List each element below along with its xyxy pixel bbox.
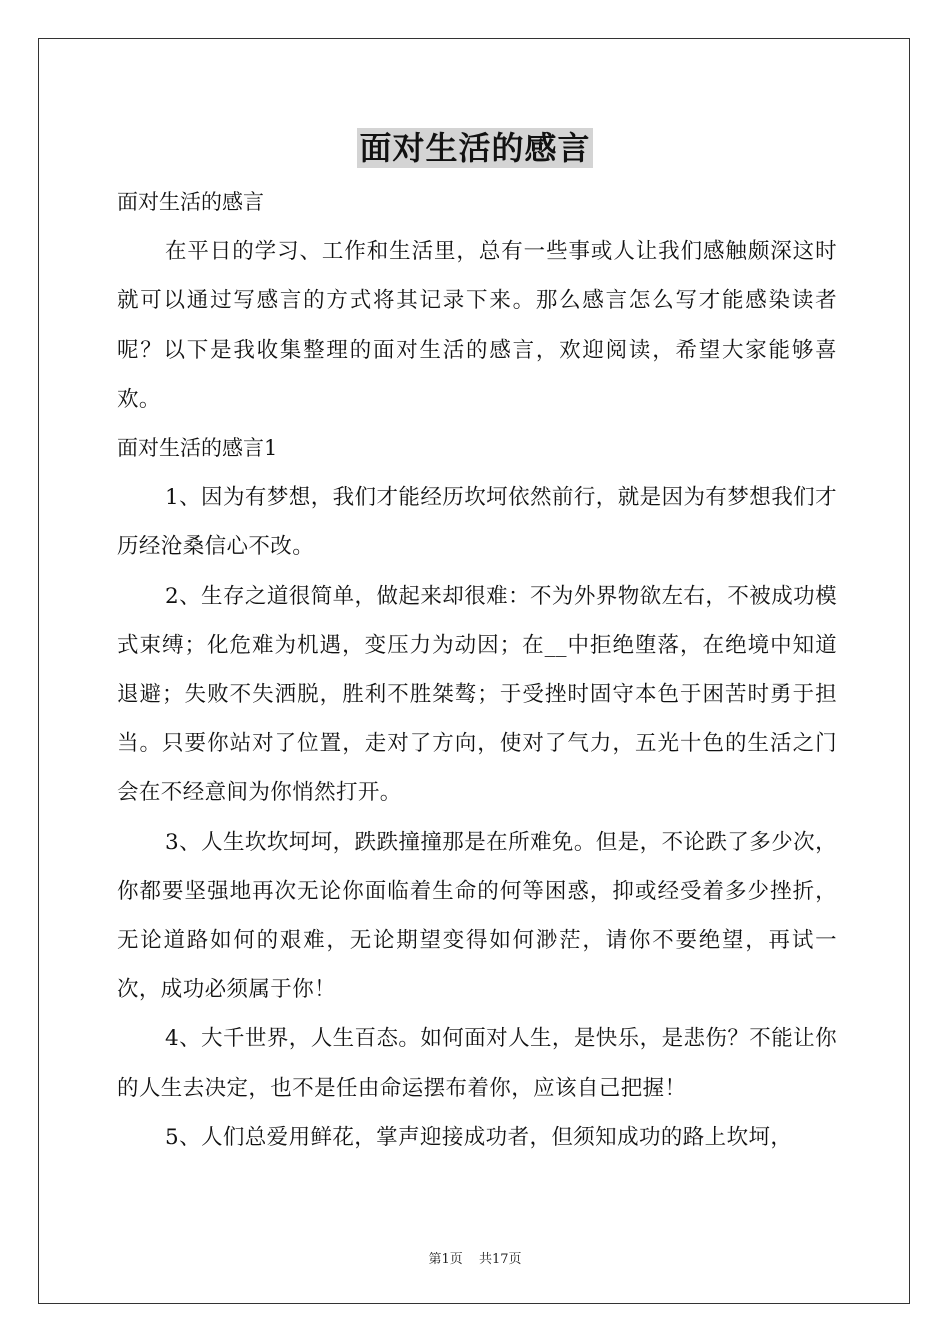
list-item: 5、人们总爱用鲜花，掌声迎接成功者，但须知成功的路上坎坷， [165,1124,793,1150]
title-container [0,128,950,168]
document-subtitle: 面对生活的感言 [117,190,264,214]
section-heading: 面对生活的感言1 [117,436,278,461]
list-item: 1、因为有梦想，我们才能经历坎坷依然前行，就是因为有梦想我们才历经沧桑信心不改。 [117,485,837,560]
list-item: 2、生存之道很简单，做起来却很难：不为外界物欲左右，不被成功模式束缚；化危难为机遇，变压力为动因；在__中拒绝堕落，在绝境中知道退避；失败不失洒脱，胜利不胜桀骜；于受挫时固守本色于困苦时勇于担当。只要你站对了位置，走对了方向，使对了气力，五光十色的生活之门会在不经意间为你悄然打开。 [117,583,837,806]
list-item: 3、人生坎坎坷坷，跌跌撞撞那是在所难免。但是，不论跌了多少次，你都要坚强地再次无论你面临着生命的何等困惑，抑或经受着多少挫折，无论道路如何的艰难，无论期望变得如何渺茫，请你不要绝望，再试一次，成功必须属于你！ [117,829,837,1003]
page-total: 共17页 [478,1252,522,1267]
page-footer [0,1248,950,1267]
page-number: 第1页 [428,1252,463,1267]
list-item: 4、大千世界，人生百态。如何面对人生，是快乐，是悲伤？不能让你的人生去决定，也不是任由命运摆布着你，应该自己把握！ [117,1026,837,1101]
document-body [117,178,837,1162]
document-title: 面对生活的感言 [359,129,591,167]
intro-paragraph: 在平日的学习、工作和生活里，总有一些事或人让我们感触颇深这时就可以通过写感言的方式将其记录下来。那么感言怎么写才能感染读者呢？以下是我收集整理的面对生活的感言，欢迎阅读，希望大家能够喜欢。 [117,239,837,412]
